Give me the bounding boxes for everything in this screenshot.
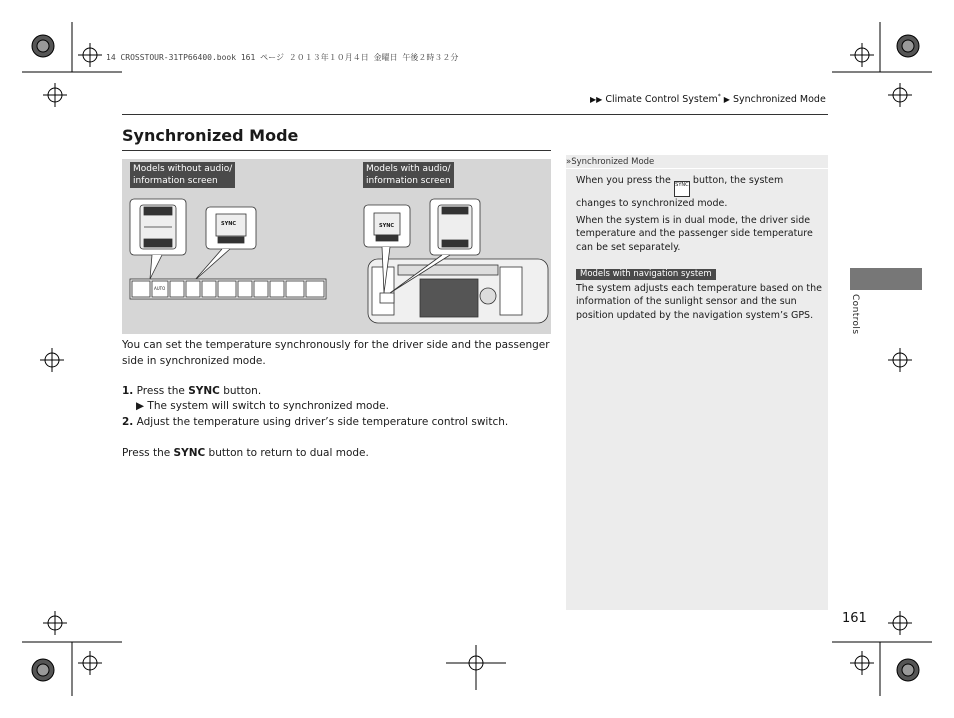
- step-1-post: button.: [219, 385, 262, 397]
- header-rule: [122, 114, 828, 115]
- sidebar-paragraph-1: [576, 174, 824, 210]
- sync-button-label-right: SYNC: [379, 223, 395, 229]
- sidebar-heading-rule: [566, 168, 828, 169]
- chapter-tab-label: [842, 292, 870, 342]
- sidebar-paragraph-3: The system adjusts each temperature based on the information of the sunlight sensor and the sun position updated by the navigation system’s GPS.: [576, 283, 823, 321]
- return-post: button to return to dual mode.: [205, 447, 369, 459]
- step-2-number: 2.: [122, 416, 134, 428]
- sidebar-heading: [566, 157, 654, 167]
- figure-tag-with-screen: Models with audio/ information screen: [363, 162, 454, 188]
- breadcrumb-current: Synchronized Mode: [732, 94, 826, 106]
- step-1: [122, 384, 552, 400]
- step-1-number: 1.: [122, 385, 134, 397]
- result-arrow-icon: ▶: [136, 400, 145, 412]
- figure-tag-without-screen: Models without audio/ information screen: [130, 162, 235, 188]
- navigation-models-tag: Models with navigation system: [576, 269, 716, 280]
- chapter-tab[interactable]: [850, 268, 922, 290]
- intro-paragraph: You can set the temperature synchronously for the driver side and the passenger side in synchronized mode.: [122, 339, 550, 367]
- return-pre: Press the: [122, 447, 174, 459]
- step-1-result-text: The system will switch to synchronized mode.: [147, 400, 389, 412]
- control-panel-figure: [122, 159, 551, 334]
- sidebar-p1-post: button, the system changes to synchronized mode.: [576, 175, 784, 209]
- breadcrumb: [590, 93, 826, 105]
- breadcrumb-star: *: [717, 93, 721, 100]
- panel-illustration: [122, 159, 551, 334]
- page-title: Synchronized Mode: [122, 126, 299, 145]
- step-1-sync: SYNC: [188, 385, 220, 397]
- page-number: 161: [842, 611, 867, 626]
- return-paragraph: [122, 446, 552, 462]
- sidebar-paragraph-2: When the system is in dual mode, the driver side temperature and the passenger side temperature can be set separately.: [576, 215, 813, 253]
- return-sync: SYNC: [173, 447, 206, 459]
- step-2: [122, 415, 552, 431]
- auto-button-label: AUTO: [154, 286, 166, 291]
- sync-button-icon: SYNC: [674, 181, 690, 197]
- sidebar-heading-text: Synchronized Mode: [571, 157, 655, 167]
- sync-button-label-left: SYNC: [221, 221, 237, 227]
- step-2-text: Adjust the temperature using driver’s side temperature control switch.: [136, 416, 509, 428]
- chapter-tab-text: Controls: [850, 294, 860, 335]
- breadcrumb-arrows: ▶▶: [590, 95, 603, 105]
- step-1-result: [136, 399, 566, 415]
- print-header: 14 CROSSTOUR-31TP66400.book 161 ページ ２０１３年１０月４日 金曜日 午後２時３２分: [106, 53, 459, 62]
- breadcrumb-separator: ▶: [723, 95, 730, 105]
- step-1-pre: Press the: [136, 385, 189, 397]
- title-rule: [122, 150, 551, 151]
- sidebar-p1-pre: When you press the: [576, 175, 674, 186]
- breadcrumb-section[interactable]: Climate Control System: [605, 94, 718, 106]
- reference-arrow-icon: »: [566, 157, 572, 167]
